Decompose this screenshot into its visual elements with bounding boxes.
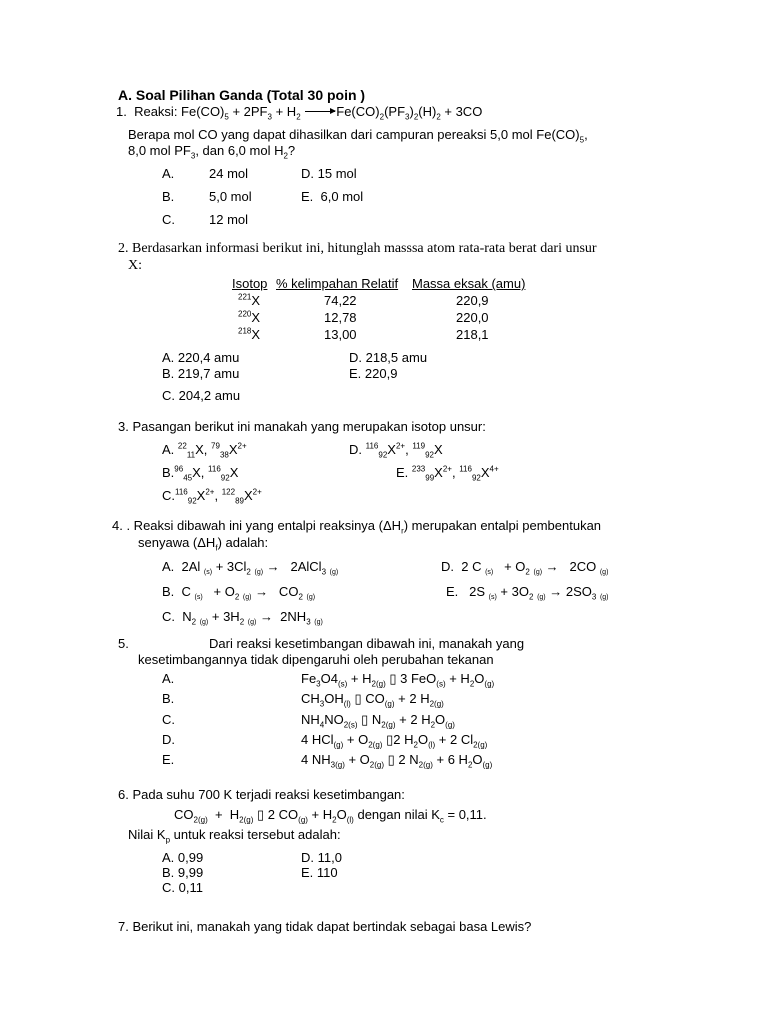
- q6-text-line3: Nilai $K_p$ untuk reaksi tersebut adalah:: [128, 827, 341, 845]
- right-arrow-icon: [305, 111, 335, 112]
- q2-option-d: D. 218,5 amu: [349, 350, 428, 365]
- q5-number: 5.: [118, 636, 129, 651]
- q4-text-line2: senyawa $(\Delta H_f)$ adalah:: [138, 535, 269, 553]
- q2-option-a: A. 220,4 amu: [162, 350, 240, 365]
- q3-option-e: E. $^{233}_{99}X^{2+}$, $^{116}_{92}X^{4+}$: [396, 464, 499, 483]
- q1-question-line1: Berapa mol CO yang dapat dihasilkan dari campuran pereaksi 5,0 mol $Fe(CO)_5$,: [128, 127, 588, 145]
- q3-text: 3. Pasangan berikut ini manakah yang merupakan isotop unsur:: [118, 419, 486, 434]
- q2-header-isotop: Isotop: [232, 276, 268, 291]
- q3-option-c: $C.^{116}_{92}X^{2+}$, $^{122}_{89}X^{2+}$: [162, 487, 262, 506]
- q2-header-massa: Massa eksak (amu): [412, 276, 526, 291]
- q1-option-e: E. 6,0 mol: [301, 189, 364, 204]
- q1-question-line2: 8,0 mol $PF_3$, dan 6,0 mol $H_2$?: [128, 143, 296, 161]
- section-title: A. Soal Pilihan Ganda (Total 30 poin ): [118, 87, 366, 103]
- q1-option-d: D. 15 mol: [301, 166, 357, 181]
- q1-option-a: 24 mol: [209, 166, 249, 181]
- q6-option-a: A. 0,99: [162, 850, 204, 865]
- q5-option-c: $NH_4NO_{2(s)}$ ▯ $N_{2(g)} + 2$ $H_2O_{(g)}$: [301, 712, 455, 730]
- q2-option-b: B. 219,7 amu: [162, 366, 240, 381]
- q1-option-b: 5,0 mol: [209, 189, 252, 204]
- q5-option-d-letter: D.: [162, 732, 175, 747]
- q3-option-b: B.$^{96}_{45}$X, $^{116}_{92}$X: [162, 464, 239, 483]
- q2-header-kelimpahan: % kelimpahan Relatif: [276, 276, 399, 291]
- q4-text-line1: 4. . Reaksi dibawah ini yang entalpi reaksinya $(\Delta H_r)$ merupakan entalpi pembentukan: [112, 518, 602, 536]
- q2-row2-pct: 12,78: [324, 310, 357, 325]
- q4-option-d: D. 2 C $_{(s)} + O_2$ $_{(g)}$ → 2CO $_{(g)}$: [441, 559, 609, 577]
- q2-row1-amu: 220,9: [456, 293, 489, 308]
- q4-option-e: E. 2S $_{(s)} + 3O_2$ $_{(g)} \to 2SO_3$ $_{(g)}$: [446, 584, 609, 602]
- q5-option-e: 4 $NH_{3(g)} + O_{2(g)}$ ▯ 2 $N_{2(g)} + 6$ $H_2O_{(g)}$: [301, 752, 493, 770]
- q2-text-line2: X:: [128, 258, 142, 273]
- q2-row3-pct: 13,00: [324, 327, 357, 342]
- q2-option-e: E. 220,9: [349, 366, 398, 381]
- q5-option-b-letter: B.: [162, 691, 175, 706]
- q1-option-b-letter: B.: [162, 189, 175, 204]
- q2-row3-isotope: $^{218}$X: [238, 326, 261, 342]
- q2-row1-pct: 74,22: [324, 293, 357, 308]
- q1-option-c-letter: C.: [162, 212, 175, 227]
- q2-row2-isotope: $^{220}$X: [238, 309, 261, 325]
- q5-option-a-letter: A.: [162, 671, 175, 686]
- q5-text-line2: kesetimbangannya tidak dipengaruhi oleh perubahan tekanan: [138, 652, 494, 667]
- q7-text: 7. Berikut ini, manakah yang tidak dapat bertindak sebagai basa Lewis?: [118, 919, 532, 934]
- q6-text-line1: 6. Pada suhu 700 K terjadi reaksi kesetimbangan:: [118, 787, 405, 802]
- q5-option-b: $CH_3OH_{(l)}$ ▯ $CO_{(g)} + 2$ $H_{2(g)}$: [301, 691, 444, 709]
- q2-row1-isotope: $^{221}$X: [238, 292, 261, 308]
- q2-row2-amu: 220,0: [456, 310, 489, 325]
- q6-option-b: B. 9,99: [162, 865, 204, 880]
- q3-option-a: A. $^{22}_{11}$X, $^{79}_{38}X^{2+}$: [162, 441, 247, 460]
- q4-option-a: A. 2Al $_{(s)} + 3Cl_2$ $_{(g)}$ → 2AlCl$_3$ $_{(g)}$: [162, 559, 339, 577]
- q5-option-c-letter: C.: [162, 712, 175, 727]
- q5-option-d: 4 $HCl_{(g)} + O_{2(g)}$ ▯2 $H_2O_{(l)} + 2$ $Cl_{2(g)}$: [301, 732, 488, 750]
- q4-option-b: B. C $_{(s)} + O_2$ $_{(g)} \to CO_2$ $_{(g)}$: [162, 584, 316, 602]
- q4-option-c: C. $N_2$ $_{(g)} + 3H_2$ $_{(g)} \to 2NH_3$ $_{(g)}$: [162, 609, 323, 627]
- q5-text-line1: Dari reaksi kesetimbangan dibawah ini, manakah yang: [209, 636, 525, 651]
- q1-reaction-line: 1. Reaksi: $Fe(CO)_5 + 2PF_3 + H_2$ $Fe(CO)_2(PF_3)_2(H)_2 + 3CO$: [116, 104, 483, 122]
- q1-option-c: 12 mol: [209, 212, 249, 227]
- q1-option-a-letter: A.: [162, 166, 175, 181]
- q5-option-e-letter: E.: [162, 752, 175, 767]
- q6-option-d: D. 11,0: [301, 850, 342, 865]
- q6-option-e: E. 110: [301, 865, 338, 880]
- q3-option-d: D. $^{116}_{92}X^{2+}$, $^{119}_{92}$X: [349, 441, 443, 460]
- q5-option-a: $Fe_3O4_{(s)} + H_{2(g)}$ ▯ 3 $FeO_{(s)} + H_2O_{(g)}$: [301, 671, 495, 689]
- q6-equation: $CO_{2(g)} + H_{2(g)}$ ▯ 2 $CO_{(g)} + H_2O_{(l)}$ dengan nilai $K_c = 0,11$.: [174, 807, 487, 825]
- q6-option-c: C. 0,11: [162, 880, 203, 895]
- q2-option-c: C. 204,2 amu: [162, 388, 241, 403]
- q2-row3-amu: 218,1: [456, 327, 489, 342]
- q2-text-line1: 2. Berdasarkan informasi berikut ini, hitunglah masssa atom rata-rata berat dari unsur: [118, 241, 597, 256]
